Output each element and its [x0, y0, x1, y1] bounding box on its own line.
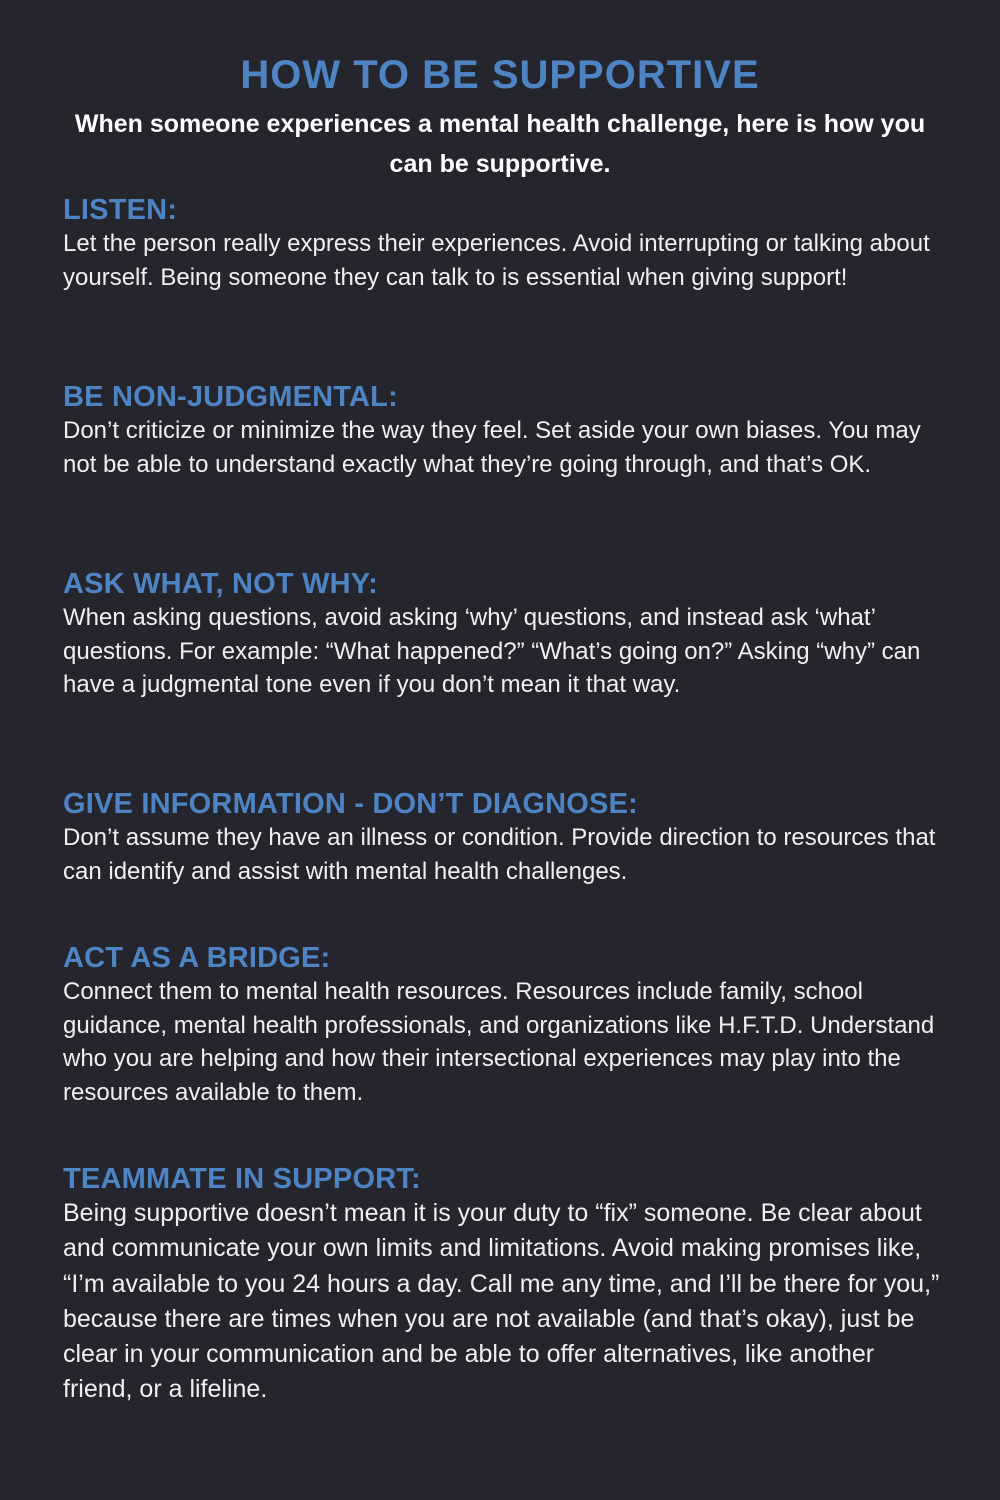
section-teammate-in-support: [63, 1162, 950, 1408]
section-heading: TEAMMATE IN SUPPORT:: [63, 1163, 421, 1195]
section-heading: BE NON-JUDGMENTAL:: [63, 381, 398, 413]
section-heading: GIVE INFORMATION - DON’T DIAGNOSE:: [63, 788, 638, 820]
section-be-non-judgmental: [63, 380, 950, 481]
section-act-as-a-bridge: [63, 941, 950, 1109]
section-give-information: [63, 787, 950, 888]
page-subtitle: When someone experiences a mental health challenge, here is how you can be supportive.: [74, 110, 926, 178]
section-listen: [63, 193, 950, 294]
section-ask-what-not-why: [63, 567, 950, 702]
section-body: Don’t criticize or minimize the way they feel. Set aside your own biases. You may not be able to understand exactly what they’re going through, and that’s OK.: [63, 417, 921, 478]
section-body: Don’t assume they have an illness or condition. Provide direction to resources that can identify and assist with mental health challenges.: [63, 824, 936, 885]
page-title: HOW TO BE SUPPORTIVE: [240, 53, 760, 97]
section-body: Let the person really express their experiences. Avoid interrupting or talking about yourself. Being someone they can talk to is essential when giving support!: [63, 230, 930, 291]
section-body: Connect them to mental health resources. Resources include family, school guidance, mental health professionals, and organizations like H.F.T.D. Understand who you are helping and how their intersectional experiences may play into the resources available to them.: [63, 978, 935, 1106]
section-heading: LISTEN:: [63, 194, 178, 226]
section-body: Being supportive doesn’t mean it is your duty to “fix” someone. Be clear about and communicate your own limits and limitations. Avoid making promises like, “I’m available to you 24 hours a day. Call me any time, and I’ll be there for you,” because there are times when you are not available (and that’s okay), just be clear in your communication and be able to offer alternatives, like another friend, or a lifeline.: [63, 1199, 940, 1404]
section-heading: ACT AS A BRIDGE:: [63, 942, 331, 974]
section-body: When asking questions, avoid asking ‘why’ questions, and instead ask ‘what’ questions. For example: “What happened?” “What’s going on?” Asking “why” can have a judgmental tone even if you don’t mean it that way.: [63, 604, 921, 698]
section-heading: ASK WHAT, NOT WHY:: [63, 568, 379, 600]
